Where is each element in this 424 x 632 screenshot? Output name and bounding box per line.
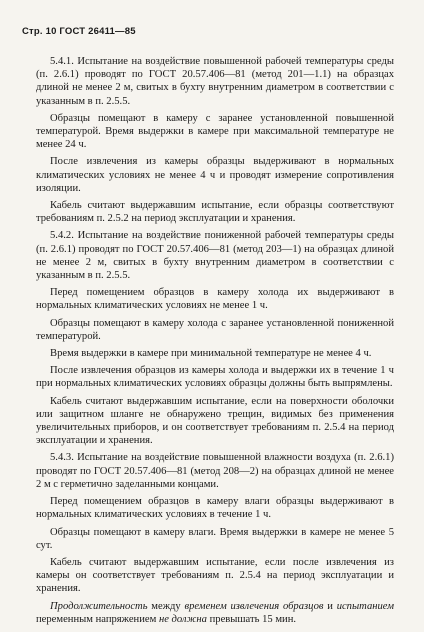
paragraph: Перед помещением образцов в камеру холода их выдерживают в нормальных климатических условиях не менее 1 ч. bbox=[36, 287, 394, 312]
paragraph: Образцы помещают в камеру холода с заранее установленной пониженной температурой. bbox=[36, 317, 394, 342]
paragraph: После извлечения образцов из камеры холода и выдержки их в течение 1 ч при нормальных климатических условиях образцы должны быть выпрямлены. bbox=[36, 365, 394, 390]
paragraph: 5.4.2. Испытание на воздействие пониженной рабочей температуры среды (п. 2.6.1) проводят по ГОСТ 20.57.406—81 (метод 203—1) на образцах длиной не менее 2 м, свитых в бухту внутренним диаметром в соответствии с указанным в п. 2.5.5. bbox=[36, 230, 394, 282]
paragraph: Кабель считают выдержавшим испытание, если на поверхности оболочки или защитном шланге не обнаружено трещин, видимых без применения увеличительных приборов, и он соответствует требованиям п. 2.5.4 на период эксплуатации и хранения. bbox=[36, 395, 394, 447]
paragraph: 5.4.3. Испытание на воздействие повышенной влажности воздуха (п. 2.6.1) проводят по ГОСТ 20.57.406—81 (метод 208—2) на образцах длиной не менее 2 м с герметично заделанными концами. bbox=[36, 452, 394, 490]
text-run: превышать 15 мин. bbox=[206, 613, 297, 625]
emphasis: не должна bbox=[158, 613, 207, 625]
page-header: Стр. 10 ГОСТ 26411—85 bbox=[22, 26, 136, 37]
paragraph: Кабель считают выдержавшим испытание, если после извлечения из камеры он соответствует требованиям п. 2.5.4 на период эксплуатации и хранения. bbox=[36, 556, 394, 595]
emphasis: испытанием bbox=[336, 600, 394, 612]
paragraph: Перед помещением образцов в камеру влаги образцы выдерживают в нормальных климатических условиях в течение 1 ч. bbox=[36, 496, 394, 521]
emphasis: временем извлечения образцов bbox=[184, 600, 324, 612]
paragraph: Кабель считают выдержавшим испытание, если образцы соответствуют требованиям п. 2.5.2 на период эксплуатации и хранения. bbox=[36, 200, 394, 225]
paragraph: Образцы помещают в камеру влаги. Время выдержки в камере не менее 5 сут. bbox=[36, 526, 394, 551]
paragraph: После извлечения из камеры образцы выдерживают в нормальных климатических условиях не менее 4 ч и проводят измерение сопротивления изоляции. bbox=[36, 156, 394, 194]
text-run: и bbox=[323, 600, 337, 612]
emphasis: Продолжительность bbox=[50, 600, 148, 612]
paragraph: Время выдержки в камере при минимальной температуре не менее 4 ч. bbox=[50, 348, 372, 360]
paragraph-last bbox=[36, 600, 394, 626]
text-run: переменным напряжением bbox=[36, 613, 159, 625]
document-body bbox=[36, 55, 394, 626]
paragraph: 5.4.1. Испытание на воздействие повышенной рабочей температуры среды (п. 2.6.1) проводят по ГОСТ 20.57.406—81 (метод 201—1.1) на образцах длиной не менее 2 м, свитых в бухту внутренним диаметром в соответствии с указанным в п. 2.5.5. bbox=[36, 56, 394, 107]
text-run: между bbox=[147, 600, 185, 612]
paragraph: Образцы помещают в камеру с заранее установленной повышенной температурой. Время выдержки в камере при максимальной температуре не менее 24 ч. bbox=[36, 112, 394, 151]
